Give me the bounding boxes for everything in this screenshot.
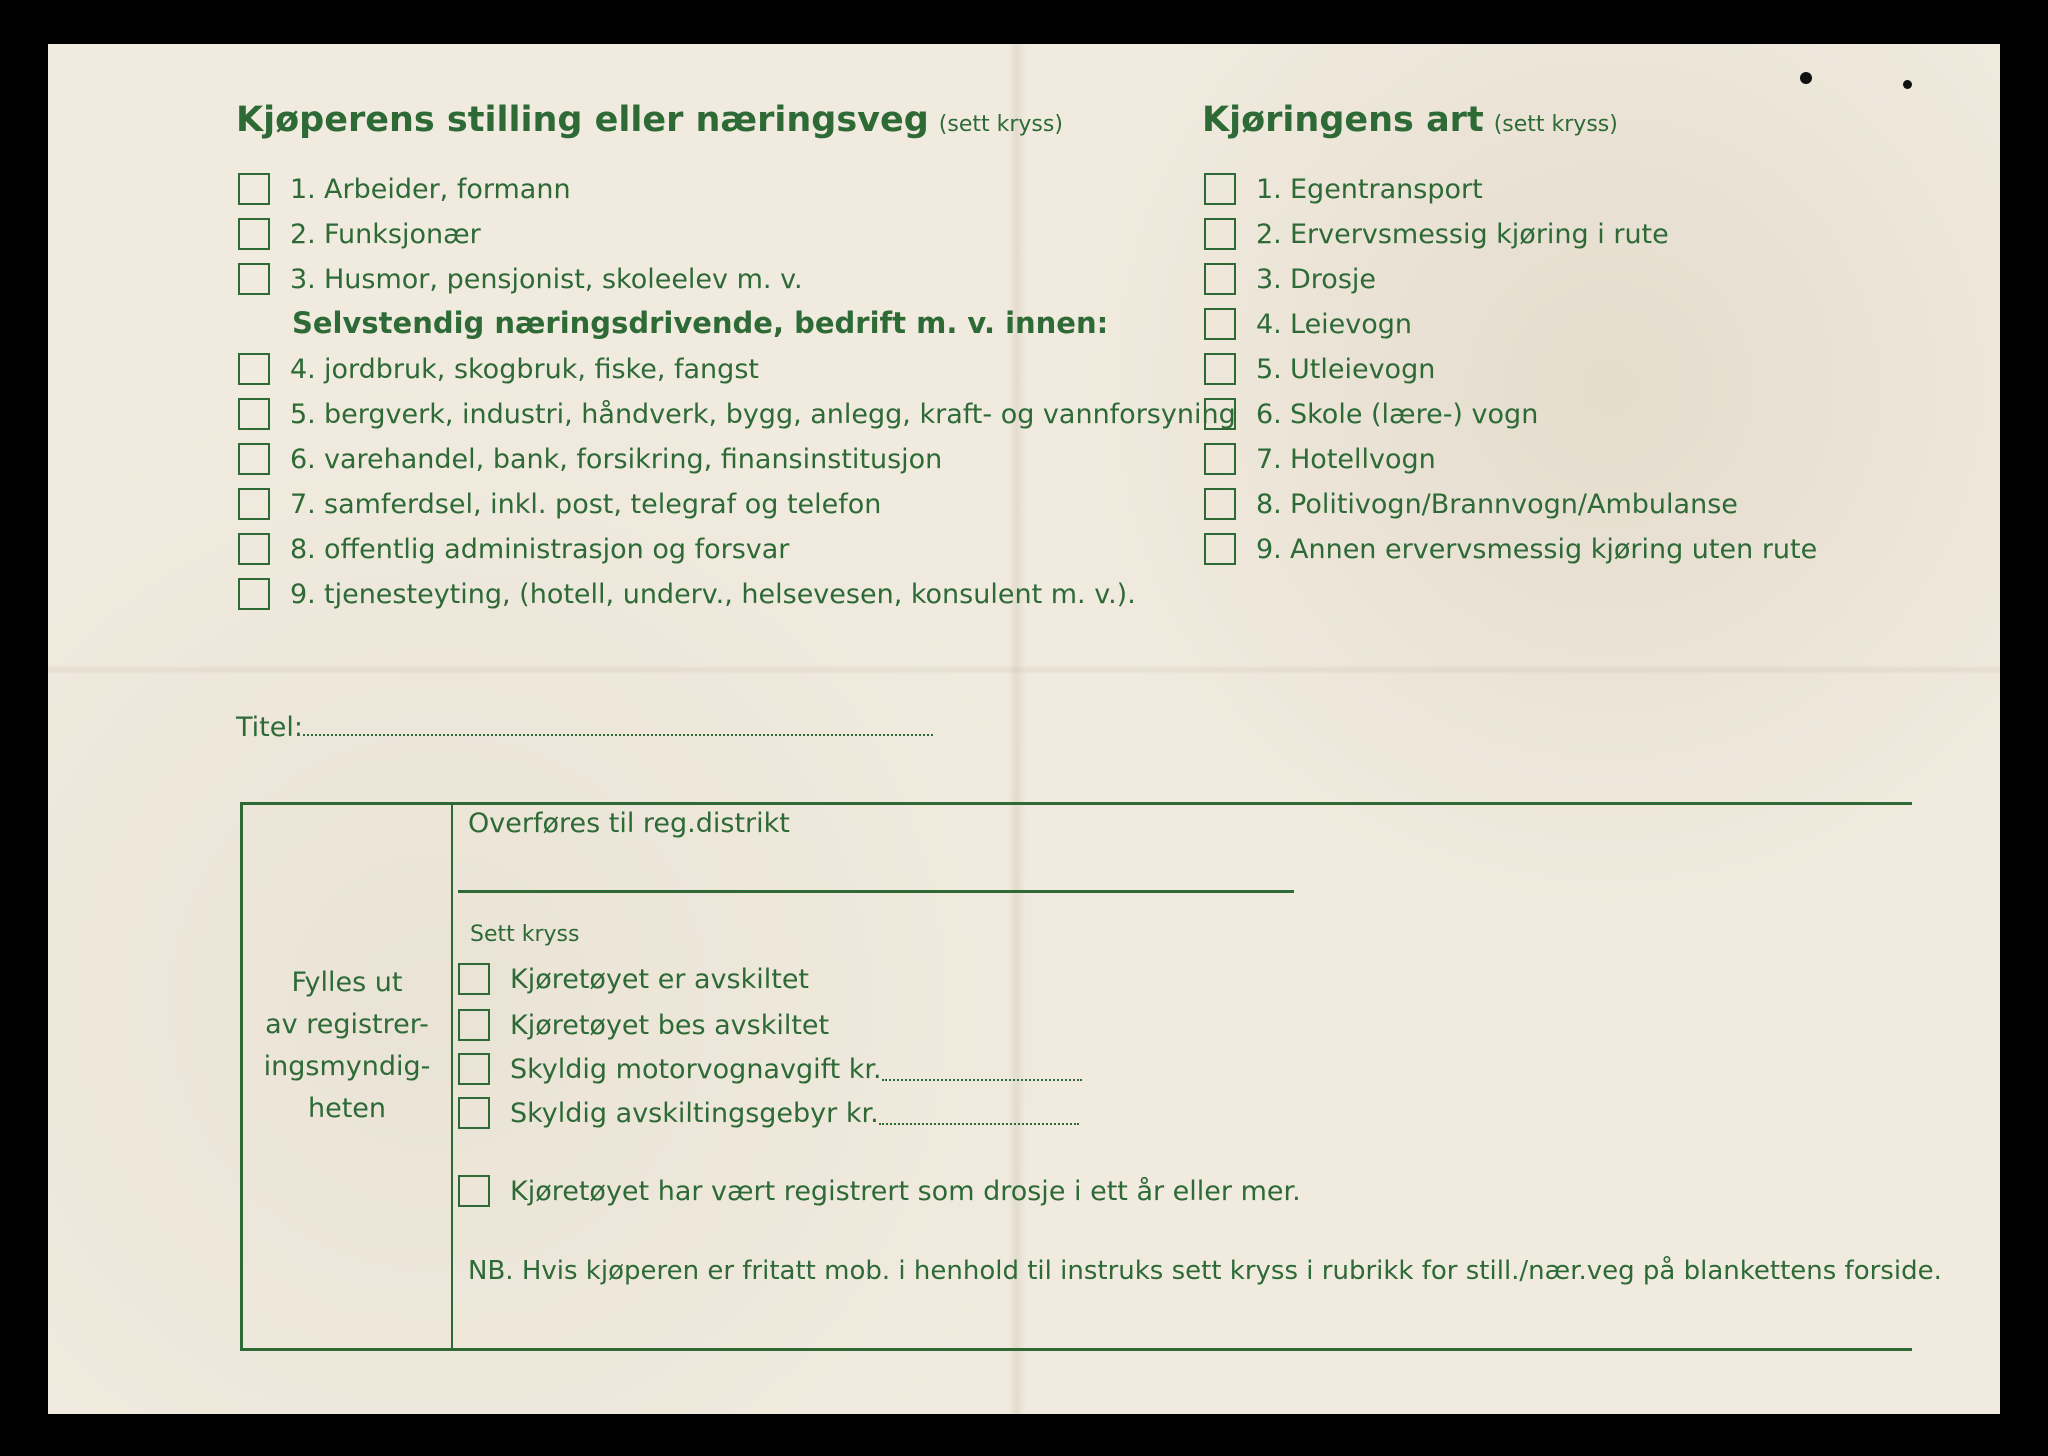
checkbox[interactable] <box>238 263 270 295</box>
option-number: 1. <box>1256 173 1282 205</box>
checkbox[interactable] <box>238 218 270 250</box>
side-label-line: heten <box>307 1093 387 1124</box>
checkbox[interactable] <box>1204 443 1236 475</box>
side-label-line: ingsmyndig- <box>263 1051 431 1082</box>
checkbox[interactable] <box>458 1097 490 1129</box>
option-label: Ervervsmessig kjøring i rute <box>1290 218 1669 250</box>
driving-type-option-1[interactable] <box>1204 172 1483 206</box>
option-label: Annen ervervsmessig kjøring uten rute <box>1290 533 1818 565</box>
driving-type-option-3[interactable] <box>1204 262 1376 296</box>
option-label: tjenesteyting, (hotell, underv., helsevesen, konsulent m. v.). <box>324 578 1136 610</box>
check-label: Kjøretøyet har vært registrert som drosje i ett år eller mer. <box>510 1175 1301 1207</box>
option-label: Arbeider, formann <box>324 173 571 205</box>
option-number: 2. <box>290 218 316 250</box>
sett-kryss-label: Sett kryss <box>470 922 580 947</box>
check-label: Skyldig motorvognavgift kr. <box>510 1053 882 1085</box>
registry-check-avskiltingsgebyr[interactable] <box>458 1096 1079 1130</box>
option-number: 8. <box>290 533 316 565</box>
occupation-option-2[interactable] <box>238 217 481 251</box>
driving-type-option-7[interactable] <box>1204 442 1436 476</box>
left-heading-text: Kjøperens stilling eller næringsveg <box>236 100 929 140</box>
registry-box-top-rule <box>240 802 1912 805</box>
occupation-option-3[interactable] <box>238 262 803 296</box>
driving-type-option-6[interactable] <box>1204 397 1538 431</box>
amount-line[interactable] <box>879 1101 1079 1125</box>
left-heading <box>236 100 1063 140</box>
punch-hole <box>1903 80 1912 89</box>
option-label: varehandel, bank, forsikring, finansinstitusjon <box>324 443 943 475</box>
registry-check-drosje[interactable] <box>458 1174 1301 1208</box>
option-number: 4. <box>1256 308 1282 340</box>
checkbox[interactable] <box>458 1053 490 1085</box>
occupation-option-1[interactable] <box>238 172 571 206</box>
check-label: Skyldig avskiltingsgebyr kr. <box>510 1097 879 1129</box>
option-number: 7. <box>1256 443 1282 475</box>
option-number: 6. <box>290 443 316 475</box>
occupation-option-8[interactable] <box>238 532 789 566</box>
option-number: 9. <box>290 578 316 610</box>
left-heading-note: (sett kryss) <box>938 112 1063 137</box>
title-field[interactable] <box>236 712 933 743</box>
check-label: Kjøretøyet bes avskiltet <box>510 1009 830 1041</box>
nb-note: NB. Hvis kjøperen er fritatt mob. i henhold til instruks sett kryss i rubrikk for still./nær.veg på blankettens forside. <box>468 1256 1942 1286</box>
option-number: 1. <box>290 173 316 205</box>
registry-check-avskiltet[interactable] <box>458 962 809 996</box>
checkbox[interactable] <box>1204 533 1236 565</box>
checkbox[interactable] <box>238 443 270 475</box>
checkbox[interactable] <box>1204 173 1236 205</box>
checkbox[interactable] <box>458 1009 490 1041</box>
self-employed-subheading: Selvstendig næringsdrivende, bedrift m. v. innen: <box>292 306 1109 340</box>
option-label: Leievogn <box>1290 308 1413 340</box>
option-number: 7. <box>290 488 316 520</box>
checkbox[interactable] <box>1204 263 1236 295</box>
option-label: bergverk, industri, håndverk, bygg, anlegg, kraft- og vannforsyning <box>324 398 1236 430</box>
punch-hole <box>1800 72 1812 84</box>
occupation-option-6[interactable] <box>238 442 942 476</box>
option-label: Drosje <box>1290 263 1376 295</box>
amount-line[interactable] <box>882 1057 1082 1081</box>
checkbox[interactable] <box>1204 218 1236 250</box>
transfer-district-line[interactable] <box>458 890 1294 893</box>
option-label: Funksjonær <box>324 218 481 250</box>
registry-check-bes-avskiltet[interactable] <box>458 1008 829 1042</box>
option-number: 4. <box>290 353 316 385</box>
checkbox[interactable] <box>1204 398 1236 430</box>
option-number: 9. <box>1256 533 1282 565</box>
driving-type-option-2[interactable] <box>1204 217 1669 251</box>
checkbox[interactable] <box>238 173 270 205</box>
option-number: 8. <box>1256 488 1282 520</box>
right-heading-note: (sett kryss) <box>1493 112 1618 137</box>
option-label: samferdsel, inkl. post, telegraf og telefon <box>324 488 882 520</box>
occupation-option-9[interactable] <box>238 577 1136 611</box>
option-label: Egentransport <box>1290 173 1483 205</box>
option-label: Husmor, pensjonist, skoleelev m. v. <box>324 263 803 295</box>
side-label-line: Fylles ut <box>291 967 403 998</box>
check-label: Kjøretøyet er avskiltet <box>510 963 810 995</box>
registry-check-motorvognavgift[interactable] <box>458 1052 1082 1086</box>
title-label: Titel: <box>236 712 303 743</box>
checkbox[interactable] <box>1204 488 1236 520</box>
option-label: jordbruk, skogbruk, fiske, fangst <box>324 353 759 385</box>
checkbox[interactable] <box>238 533 270 565</box>
checkbox[interactable] <box>1204 353 1236 385</box>
checkbox[interactable] <box>238 353 270 385</box>
occupation-option-7[interactable] <box>238 487 881 521</box>
option-label: Hotellvogn <box>1290 443 1436 475</box>
option-label: offentlig administrasjon og forsvar <box>324 533 790 565</box>
option-label: Skole (lære-) vogn <box>1290 398 1539 430</box>
occupation-option-4[interactable] <box>238 352 759 386</box>
registry-box-divider <box>451 802 453 1348</box>
driving-type-option-4[interactable] <box>1204 307 1412 341</box>
option-label: Politivogn/Brannvogn/Ambulanse <box>1290 488 1738 520</box>
driving-type-option-8[interactable] <box>1204 487 1738 521</box>
option-number: 5. <box>290 398 316 430</box>
checkbox[interactable] <box>458 1175 490 1207</box>
checkbox[interactable] <box>1204 308 1236 340</box>
checkbox[interactable] <box>238 488 270 520</box>
checkbox[interactable] <box>458 963 490 995</box>
right-heading <box>1202 100 1618 140</box>
option-number: 3. <box>290 263 316 295</box>
transfer-label: Overføres til reg.distrikt <box>468 808 790 839</box>
option-label: Utleievogn <box>1290 353 1436 385</box>
registry-side-label <box>243 962 451 1130</box>
checkbox[interactable] <box>238 398 270 430</box>
registry-box-bottom-rule <box>240 1348 1912 1351</box>
driving-type-option-9[interactable] <box>1204 532 1817 566</box>
right-heading-text: Kjøringens art <box>1202 100 1484 140</box>
driving-type-option-5[interactable] <box>1204 352 1435 386</box>
option-number: 5. <box>1256 353 1282 385</box>
occupation-option-5[interactable] <box>238 397 1236 431</box>
option-number: 3. <box>1256 263 1282 295</box>
form-sheet <box>48 44 2000 1414</box>
checkbox[interactable] <box>238 578 270 610</box>
side-label-line: av registrer- <box>265 1009 429 1040</box>
option-number: 2. <box>1256 218 1282 250</box>
option-number: 6. <box>1256 398 1282 430</box>
title-line[interactable] <box>303 712 933 736</box>
